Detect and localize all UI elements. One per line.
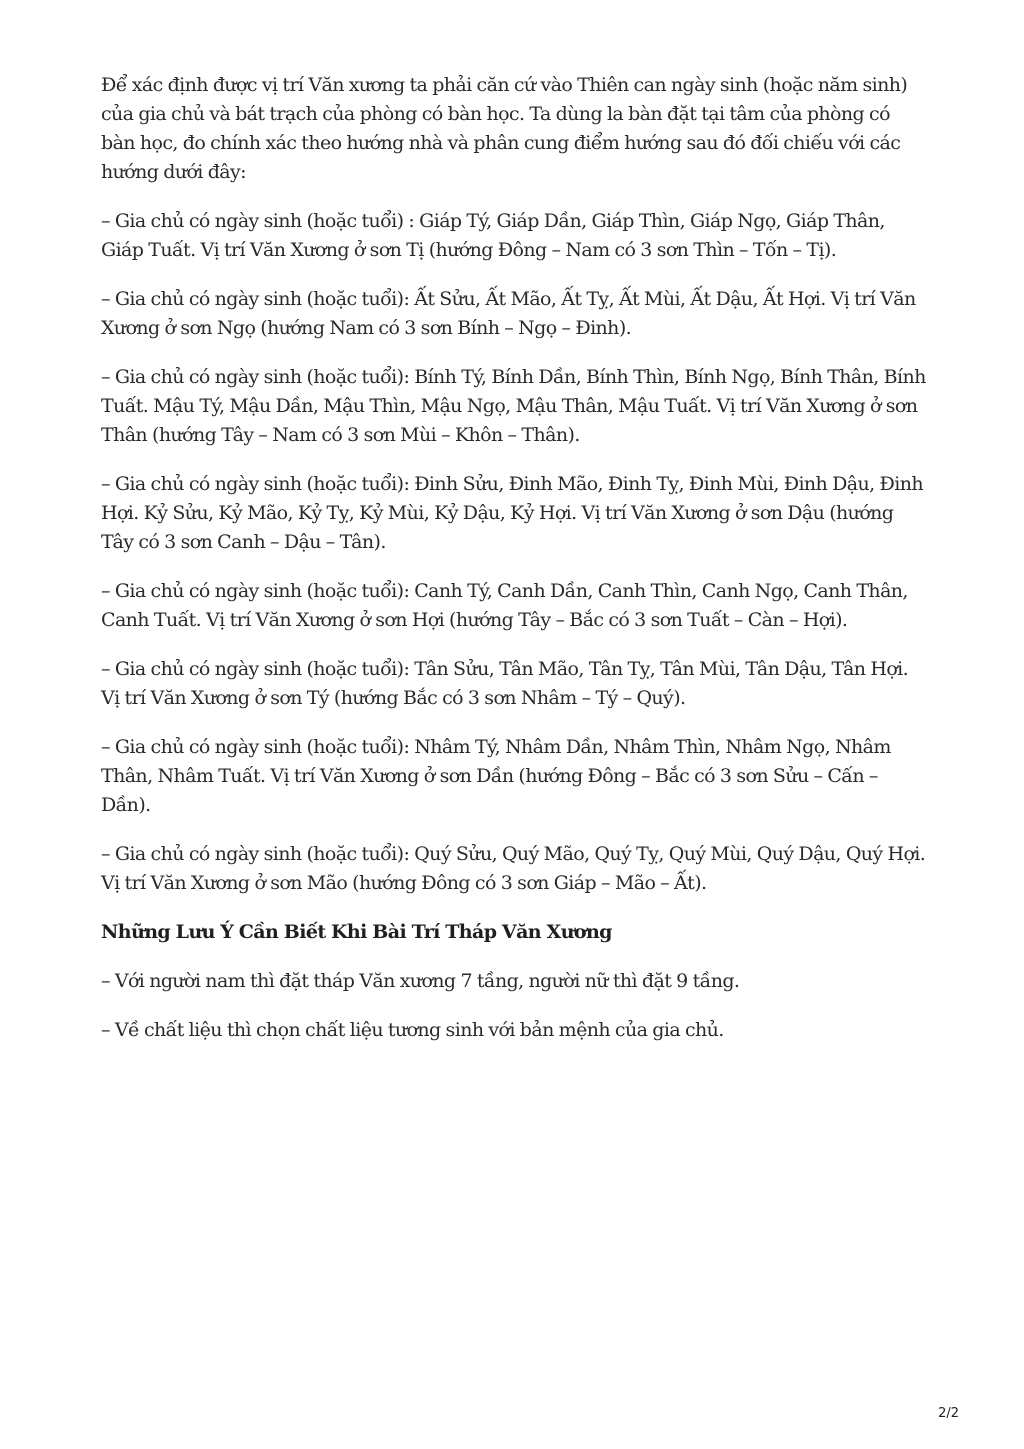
list-item: – Gia chủ có ngày sinh (hoặc tuổi): Bính Tý, Bính Dần, Bính Thìn, Bính Ngọ, Bính Thân, Bính Tuất. Mậu Tý, Mậu Dần, Mậu Thìn, Mậu Ngọ, Mậu Thân, Mậu Tuất. Vị trí Văn Xương ở sơn Thân (hướng Tây – Nam có 3 sơn Mùi – Khôn – Thân). [101,366,926,446]
note-item: – Với người nam thì đặt tháp Văn xương 7 tầng, người nữ thì đặt 9 tầng. [101,970,740,992]
note-item: – Về chất liệu thì chọn chất liệu tương sinh với bản mệnh của gia chủ. [101,1019,724,1041]
section-heading: Những Lưu Ý Cần Biết Khi Bài Trí Tháp Văn Xương [101,921,612,943]
list-item: – Gia chủ có ngày sinh (hoặc tuổi): Nhâm Tý, Nhâm Dần, Nhâm Thìn, Nhâm Ngọ, Nhâm Thân, Nhâm Tuất. Vị trí Văn Xương ở sơn Dần (hướng Đông – Bắc có 3 sơn Sửu – Cấn – Dần). [101,736,891,816]
list-item: – Gia chủ có ngày sinh (hoặc tuổi): Quý Sửu, Quý Mão, Quý Tỵ, Quý Mùi, Quý Dậu, Quý Hợi. Vị trí Văn Xương ở sơn Mão (hướng Đông có 3 sơn Giáp – Mão – Ất). [101,843,926,894]
article-body [101,71,927,1065]
intro-paragraph: Để xác định được vị trí Văn xương ta phải căn cứ vào Thiên can ngày sinh (hoặc năm sinh) của gia chủ và bát trạch của phòng có bàn học. Ta dùng la bàn đặt tại tâm của phòng có bàn học, đo chính xác theo hướng nhà và phân cung điểm hướng sau đó đối chiếu với các hướng dưới đây: [101,74,908,183]
list-item: – Gia chủ có ngày sinh (hoặc tuổi): Ất Sửu, Ất Mão, Ất Tỵ, Ất Mùi, Ất Dậu, Ất Hợi. Vị trí Văn Xương ở sơn Ngọ (hướng Nam có 3 sơn Bính – Ngọ – Đinh). [101,288,916,339]
list-item: – Gia chủ có ngày sinh (hoặc tuổi): Canh Tý, Canh Dần, Canh Thìn, Canh Ngọ, Canh Thân, Canh Tuất. Vị trí Văn Xương ở sơn Hợi (hướng Tây – Bắc có 3 sơn Tuất – Càn – Hợi). [101,580,908,631]
list-item: – Gia chủ có ngày sinh (hoặc tuổi): Đinh Sửu, Đinh Mão, Đinh Tỵ, Đinh Mùi, Đinh Dậu, Đinh Hợi. Kỷ Sửu, Kỷ Mão, Kỷ Tỵ, Kỷ Mùi, Kỷ Dậu, Kỷ Hợi. Vị trí Văn Xương ở sơn Dậu (hướng Tây có 3 sơn Canh – Dậu – Tân). [101,473,923,553]
list-item: – Gia chủ có ngày sinh (hoặc tuổi): Tân Sửu, Tân Mão, Tân Tỵ, Tân Mùi, Tân Dậu, Tân Hợi. Vị trí Văn Xương ở sơn Tý (hướng Bắc có 3 sơn Nhâm – Tý – Quý). [101,658,909,709]
list-item: – Gia chủ có ngày sinh (hoặc tuổi) : Giáp Tý, Giáp Dần, Giáp Thìn, Giáp Ngọ, Giáp Thân, Giáp Tuất. Vị trí Văn Xương ở sơn Tị (hướng Đông – Nam có 3 sơn Thìn – Tốn – Tị). [101,210,885,261]
page-number: 2/2 [938,1406,959,1421]
